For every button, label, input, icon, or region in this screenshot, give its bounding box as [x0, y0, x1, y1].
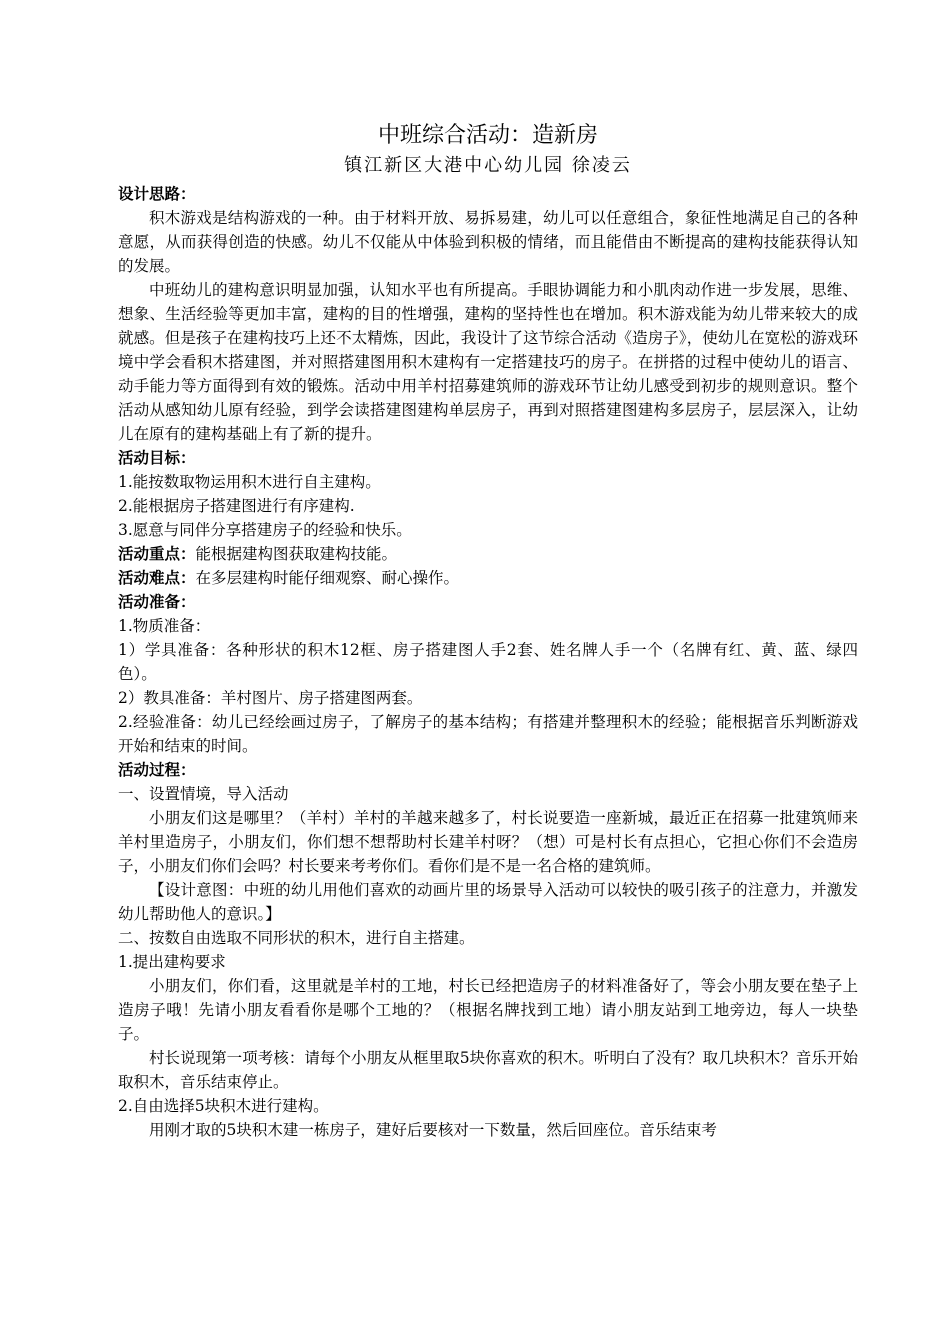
- sub2-title: 2.自由选择5块积木进行建构。: [118, 1097, 329, 1115]
- sub2-text: 用刚才取的5块积木建一栋房子，建好后要核对一下数量，然后回座位。音乐结束考: [149, 1121, 717, 1139]
- goals-heading: 活动目标：: [118, 449, 196, 467]
- sub1-text-1: 小朋友们，你们看，这里就是羊村的工地，村长已经把造房子的材料准备好了，等会小朋友要在垫子上造房子哦！先请小朋友看看你是哪个工地的？（根据名牌找到工地）请小朋友站到工地旁边，每人一块垫子。: [118, 977, 858, 1043]
- prep-line: 2）教具准备：羊村图片、房子搭建图两套。: [118, 689, 423, 707]
- process-heading: 活动过程：: [118, 761, 196, 779]
- step1-title: 一、设置情境，导入活动: [118, 785, 289, 803]
- document-author: 镇江新区大港中心幼儿园 徐凌云: [344, 155, 632, 176]
- document-body: [118, 120, 858, 1142]
- prep-line: 1.物质准备：: [118, 617, 211, 635]
- step2-title: 二、按数自由选取不同形状的积木，进行自主搭建。: [118, 929, 475, 947]
- difficulty-point: [118, 566, 858, 590]
- key-text: 能根据建构图获取建构技能。: [195, 545, 398, 563]
- goal-item: 2.能根据房子搭建图进行有序建构.: [118, 497, 355, 515]
- prep-line: 2.经验准备：幼儿已经绘画过房子，了解房子的基本结构；有搭建并整理积木的经验；能根据音乐判断游戏开始和结束的时间。: [118, 713, 858, 755]
- prep-line: 1）学具准备：各种形状的积木12框、房子搭建图人手2套、姓名牌人手一个（名牌有红、黄、蓝、绿四色）。: [118, 641, 858, 683]
- step1-intent: 【设计意图：中班的幼儿用他们喜欢的动画片里的场景导入活动可以较快的吸引孩子的注意力，并激发幼儿帮助他人的意识。】: [118, 881, 858, 923]
- sub1-title: 1.提出建构要求: [118, 953, 226, 971]
- design-paragraph-2: 中班幼儿的建构意识明显加强，认知水平也有所提高。手眼协调能力和小肌肉动作进一步发展，思维、想象、生活经验等更加丰富，建构的目的性增强，建构的坚持性也在增加。积木游戏能为幼儿带来较大的成就感。但是孩子在建构技巧上还不太精炼，因此，我设计了这节综合活动《造房子》，使幼儿在宽松的游戏环境中学会看积木搭建图，并对照搭建图用积木建构有一定搭建技巧的房子。在拼搭的过程中使幼儿的语言、动手能力等方面得到有效的锻炼。活动中用羊村招募建筑师的游戏环节让幼儿感受到初步的规则意识。整个活动从感知幼儿原有经验，到学会读搭建图建构单层房子，再到对照搭建图建构多层房子，层层深入，让幼儿在原有的建构基础上有了新的提升。: [118, 281, 858, 443]
- sub1-text-2: 村长说现第一项考核：请每个小朋友从框里取5块你喜欢的积木。听明白了没有？取几块积木？音乐开始取积木，音乐结束停止。: [118, 1049, 858, 1091]
- prep-heading: 活动准备：: [118, 593, 196, 611]
- design-paragraph-1: 积木游戏是结构游戏的一种。由于材料开放、易拆易建，幼儿可以任意组合，象征性地满足自己的各种意愿，从而获得创造的快感。幼儿不仅能从中体验到积极的情绪，而且能借由不断提高的建构技能获得认知的发展。: [118, 209, 858, 275]
- difficulty-text: 在多层建构时能仔细观察、耐心操作。: [195, 569, 460, 587]
- key-heading: 活动重点：: [118, 545, 196, 563]
- key-point: [118, 542, 858, 566]
- step1-text: 小朋友们这是哪里？（羊村）羊村的羊越来越多了，村长说要造一座新城，最近正在招募一批建筑师来羊村里造房子，小朋友们，你们想不想帮助村长建羊村呀？（想）可是村长有点担心，它担心你们不会造房子，小朋友们你们会吗？村长要来考考你们。看你们是不是一名合格的建筑师。: [118, 809, 858, 875]
- goal-item: 3.愿意与同伴分享搭建房子的经验和快乐。: [118, 521, 412, 539]
- design-heading: 设计思路：: [118, 185, 196, 203]
- goal-item: 1.能按数取物运用积木进行自主建构。: [118, 473, 381, 491]
- difficulty-heading: 活动难点：: [118, 569, 196, 587]
- document-title: 中班综合活动：造新房: [377, 123, 598, 148]
